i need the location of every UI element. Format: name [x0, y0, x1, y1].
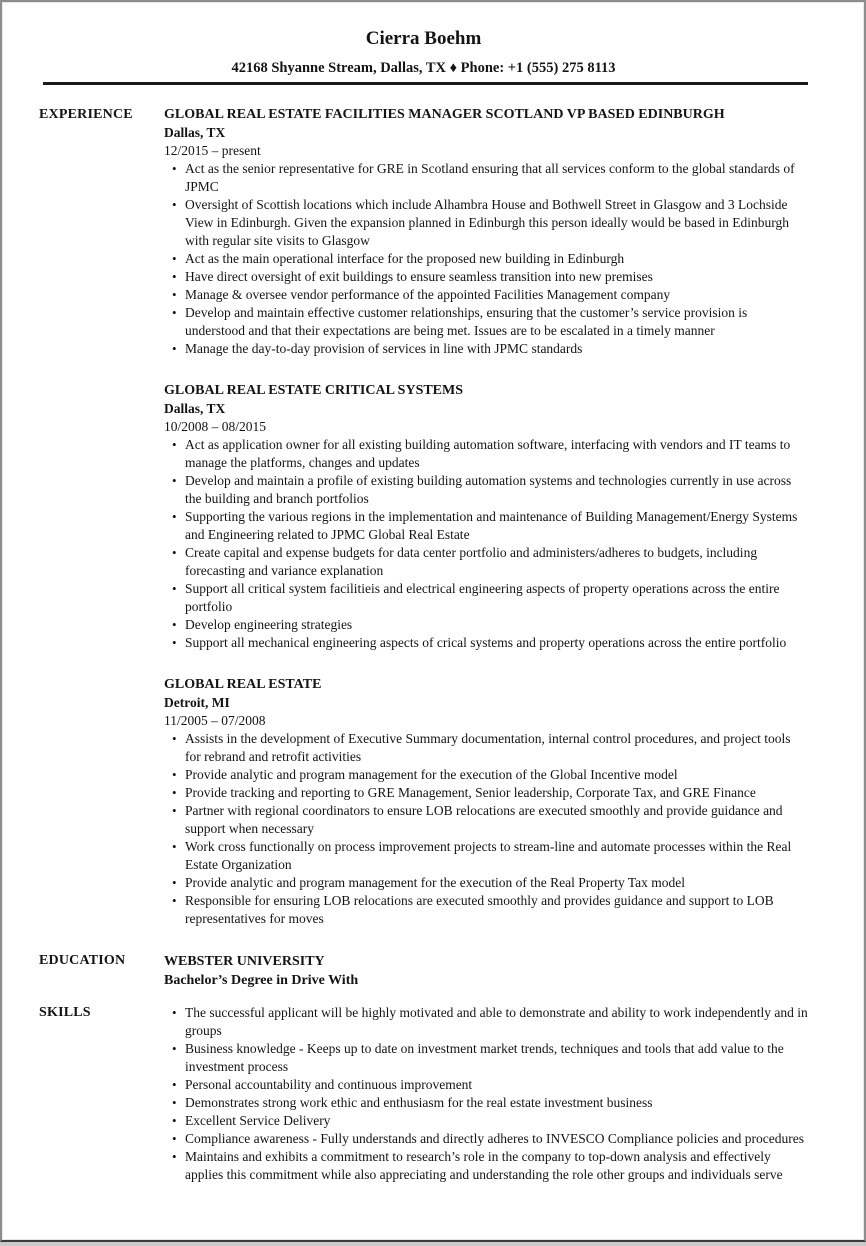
- job-title: GLOBAL REAL ESTATE FACILITIES MANAGER SCOTLAND VP BASED EDINBURGH: [164, 107, 725, 122]
- job-location: Detroit, MI: [164, 695, 230, 710]
- skill-bullet: • Compliance awareness - Fully understands and directly adheres to INVESCO Compliance policies and procedures: [185, 1130, 808, 1148]
- job-bullet: • Supporting the various regions in the implementation and maintenance of Building Management/Energy Systems and Engineering related to JPMC Global Real Estate: [185, 508, 808, 544]
- contact-line: 42168 Shyanne Stream, Dallas, TX ♦ Phone: +1 (555) 275 8113: [231, 60, 616, 76]
- job-entry-3: [164, 676, 808, 928]
- job-bullet: • Assists in the development of Executive Summary documentation, internal control procedures, and project tools for rebrand and retrofit activities: [185, 730, 808, 766]
- job-bullet: • Manage & oversee vendor performance of the appointed Facilities Management company: [185, 286, 808, 304]
- job-bullet: • Manage the day-to-day provision of services in line with JPMC standards: [185, 340, 808, 358]
- job-bullet: • Create capital and expense budgets for data center portfolio and administers/adheres to budgets, including forecasting and variance explanation: [185, 544, 808, 580]
- job-dates: 12/2015 – present: [164, 143, 261, 158]
- skills-section: [39, 1004, 808, 1184]
- skill-bullet: • Demonstrates strong work ethic and enthusiasm for the real estate investment business: [185, 1094, 808, 1112]
- job-bullet: • Act as application owner for all existing building automation software, interfacing with vendors and IT teams to manage the platforms, changes and updates: [185, 436, 808, 472]
- job-bullet: • Develop and maintain a profile of existing building automation systems and technologies currently in use across the building and branch portfolios: [185, 472, 808, 508]
- job-title: GLOBAL REAL ESTATE: [164, 677, 322, 692]
- job-bullet: • Provide analytic and program management for the execution of the Global Incentive model: [185, 766, 808, 784]
- job-bullet: • Develop and maintain effective customer relationships, ensuring that the customer’s service provision is understood and that their expectations are being met. Issues are to be escalated in a timely manner: [185, 304, 808, 340]
- experience-section: [39, 106, 808, 928]
- skills-content: [164, 1004, 808, 1184]
- job-entry-1: [164, 106, 808, 358]
- job-location: Dallas, TX: [164, 401, 226, 416]
- skill-bullet: • Maintains and exhibits a commitment to research’s role in the company to top-down analysis and effectively applies this commitment while also appreciating and understanding the role other groups and individuals serve: [185, 1148, 808, 1184]
- job-bullet-list: [164, 160, 808, 358]
- education-content: [164, 952, 808, 990]
- candidate-name: Cierra Boehm: [365, 28, 482, 49]
- experience-content: [164, 106, 808, 928]
- job-bullet: • Oversight of Scottish locations which include Alhambra House and Bothwell Street in Glasgow and 3 Lochside View in Edinburgh. Given the expansion planned in Edinburgh this person ideally would be based in Edinburgh with regular site visits to Glasgow: [185, 196, 808, 250]
- resume-header: [39, 28, 808, 85]
- skill-bullet: • Excellent Service Delivery: [185, 1112, 808, 1130]
- job-dates: 10/2008 – 08/2015: [164, 419, 267, 434]
- skill-bullet: • Personal accountability and continuous improvement: [185, 1076, 808, 1094]
- skill-bullet: • Business knowledge - Keeps up to date on investment market trends, techniques and tools that add value to the investment process: [185, 1040, 808, 1076]
- skill-bullet: • The successful applicant will be highly motivated and able to demonstrate and ability to work independently and in groups: [185, 1004, 808, 1040]
- job-bullet: • Act as the main operational interface for the proposed new building in Edinburgh: [185, 250, 808, 268]
- job-bullet: • Responsible for ensuring LOB relocations are executed smoothly and provides guidance and support to LOB representatives for moves: [185, 892, 808, 928]
- job-bullet: • Have direct oversight of exit buildings to ensure seamless transition into new premises: [185, 268, 808, 286]
- job-bullet: • Develop engineering strategies: [185, 616, 808, 634]
- section-label-education: EDUCATION: [39, 953, 126, 968]
- job-bullet-list: [164, 730, 808, 928]
- section-label-experience: EXPERIENCE: [39, 107, 133, 122]
- job-dates: 11/2005 – 07/2008: [164, 713, 266, 728]
- header-divider: [43, 82, 808, 85]
- job-entry-2: [164, 382, 808, 652]
- job-title: GLOBAL REAL ESTATE CRITICAL SYSTEMS: [164, 383, 464, 398]
- job-bullet: • Partner with regional coordinators to ensure LOB relocations are executed smoothly and provide guidance and support when necessary: [185, 802, 808, 838]
- job-bullet: • Act as the senior representative for GRE in Scotland ensuring that all services conform to the global standards of JPMC: [185, 160, 808, 196]
- job-bullet: • Provide tracking and reporting to GRE Management, Senior leadership, Corporate Tax, and GRE Finance: [185, 784, 808, 802]
- section-label-skills: SKILLS: [39, 1005, 91, 1020]
- education-school: WEBSTER UNIVERSITY: [164, 954, 325, 969]
- job-bullet-list: [164, 436, 808, 652]
- job-bullet: • Support all critical system facilitieis and electrical engineering aspects of property operations across the entire portfolio: [185, 580, 808, 616]
- job-bullet: • Provide analytic and program management for the execution of the Real Property Tax model: [185, 874, 808, 892]
- job-location: Dallas, TX: [164, 125, 226, 140]
- education-degree: Bachelor’s Degree in Drive With: [164, 973, 359, 988]
- education-section: [39, 952, 808, 990]
- job-bullet: • Support all mechanical engineering aspects of crical systems and property operations across the entire portfolio: [185, 634, 808, 652]
- skills-bullet-list: [164, 1004, 808, 1184]
- job-bullet: • Work cross functionally on process improvement projects to stream-line and automate processes within the Real Estate Organization: [185, 838, 808, 874]
